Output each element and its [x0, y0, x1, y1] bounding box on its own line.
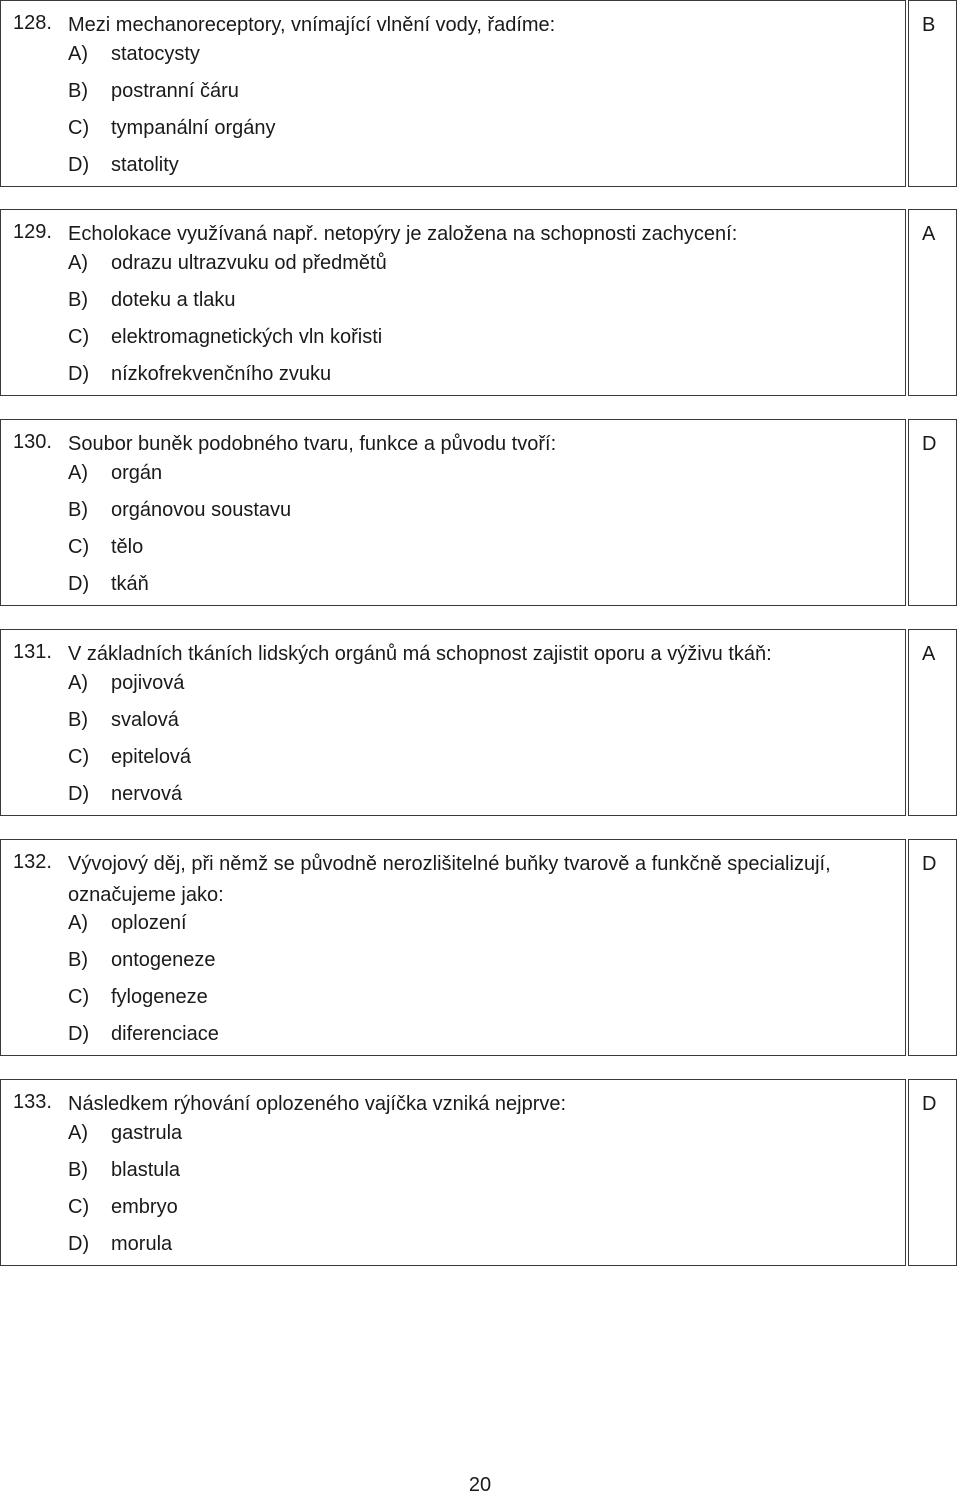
question-number: 131. — [13, 641, 52, 663]
option-c — [68, 115, 276, 141]
option-letter: D) — [68, 573, 90, 595]
option-letter: D) — [68, 1023, 90, 1045]
option-letter: C) — [68, 117, 90, 139]
answer-131-box — [908, 629, 957, 816]
option-text: epitelová — [111, 746, 192, 768]
option-text: tělo — [111, 536, 144, 558]
option-letter: A) — [68, 1122, 88, 1144]
option-letter: D) — [68, 154, 90, 176]
option-text: fylogeneze — [111, 986, 208, 1008]
option-text: statocysty — [111, 43, 200, 65]
option-text: pojivová — [111, 672, 185, 694]
option-letter: A) — [68, 462, 88, 484]
option-c — [68, 534, 143, 560]
option-text: orgán — [111, 462, 163, 484]
option-text: embryo — [111, 1196, 178, 1218]
answer-letter: D — [922, 853, 937, 875]
option-letter: C) — [68, 326, 90, 348]
question-text: Následkem rýhování oplozeného vajíčka vzniká nejprve: — [68, 1093, 567, 1115]
answer-132-box — [908, 839, 957, 1056]
question-131-box — [0, 629, 906, 816]
question-128-box — [0, 0, 906, 187]
option-d — [68, 781, 182, 807]
option-text: oplození — [111, 912, 187, 934]
option-letter: B) — [68, 80, 88, 102]
option-text: svalová — [111, 709, 179, 731]
option-letter: A) — [68, 43, 88, 65]
option-text: doteku a tlaku — [111, 289, 236, 311]
option-letter: D) — [68, 363, 90, 385]
option-b — [68, 707, 179, 733]
question-number: 128. — [13, 12, 52, 34]
option-letter: B) — [68, 709, 88, 731]
answer-letter: A — [922, 223, 936, 245]
option-letter: B) — [68, 949, 88, 971]
option-c — [68, 984, 208, 1010]
question-133-box — [0, 1079, 906, 1266]
option-text: ontogeneze — [111, 949, 216, 971]
option-d — [68, 1021, 219, 1047]
option-a — [68, 460, 162, 486]
option-letter: A) — [68, 672, 88, 694]
option-a — [68, 910, 187, 936]
option-a — [68, 1120, 182, 1146]
option-c — [68, 324, 382, 350]
option-c — [68, 1194, 178, 1220]
option-text: statolity — [111, 154, 179, 176]
option-text: postranní čáru — [111, 80, 239, 102]
answer-letter: B — [922, 14, 936, 36]
option-text: elektromagnetických vln kořisti — [111, 326, 383, 348]
option-a — [68, 670, 184, 696]
option-text: tkáň — [111, 573, 149, 595]
option-text: morula — [111, 1233, 173, 1255]
option-letter: B) — [68, 1159, 88, 1181]
answer-letter: A — [922, 643, 936, 665]
answer-letter: D — [922, 1093, 937, 1115]
option-a — [68, 250, 387, 276]
option-text: diferenciace — [111, 1023, 219, 1045]
answer-letter: D — [922, 433, 937, 455]
question-129-box — [0, 209, 906, 396]
answer-130-box — [908, 419, 957, 606]
question-text: Mezi mechanoreceptory, vnímající vlnění vody, řadíme: — [68, 14, 556, 36]
option-b — [68, 1157, 180, 1183]
option-c — [68, 744, 191, 770]
option-b — [68, 78, 239, 104]
option-letter: C) — [68, 986, 90, 1008]
option-letter: D) — [68, 783, 90, 805]
option-a — [68, 41, 200, 67]
page-number: 20 — [468, 1474, 492, 1496]
option-text: gastrula — [111, 1122, 183, 1144]
question-number: 129. — [13, 221, 52, 243]
option-letter: C) — [68, 746, 90, 768]
question-number: 130. — [13, 431, 52, 453]
option-letter: D) — [68, 1233, 90, 1255]
option-letter: C) — [68, 536, 90, 558]
option-text: odrazu ultrazvuku od předmětů — [111, 252, 387, 274]
answer-128-box — [908, 0, 957, 187]
option-d — [68, 361, 331, 387]
option-letter: B) — [68, 289, 88, 311]
question-number: 132. — [13, 851, 52, 873]
option-text: nervová — [111, 783, 183, 805]
option-text: orgánovou soustavu — [111, 499, 292, 521]
option-d — [68, 1231, 172, 1257]
question-text: V základních tkáních lidských orgánů má schopnost zajistit oporu a výživu tkáň: — [68, 643, 772, 665]
option-d — [68, 152, 179, 178]
option-b — [68, 287, 236, 313]
question-130-box — [0, 419, 906, 606]
answer-133-box — [908, 1079, 957, 1266]
question-132-box — [0, 839, 906, 1056]
question-text: Soubor buněk podobného tvaru, funkce a původu tvoří: — [68, 433, 557, 455]
question-text: Echolokace využívaná např. netopýry je založena na schopnosti zachycení: — [68, 223, 738, 245]
option-letter: C) — [68, 1196, 90, 1218]
option-text: tympanální orgány — [111, 117, 276, 139]
option-b — [68, 497, 291, 523]
option-letter: B) — [68, 499, 88, 521]
option-text: nízkofrekvenčního zvuku — [111, 363, 332, 385]
option-b — [68, 947, 216, 973]
option-text: blastula — [111, 1159, 180, 1181]
answer-129-box — [908, 209, 957, 396]
option-d — [68, 571, 149, 597]
option-letter: A) — [68, 912, 88, 934]
question-text: Vývojový děj, při němž se původně nerozlišitelné buňky tvarově a funkčně specializují, označujeme jako: — [68, 853, 831, 906]
question-number: 133. — [13, 1091, 52, 1113]
option-letter: A) — [68, 252, 88, 274]
